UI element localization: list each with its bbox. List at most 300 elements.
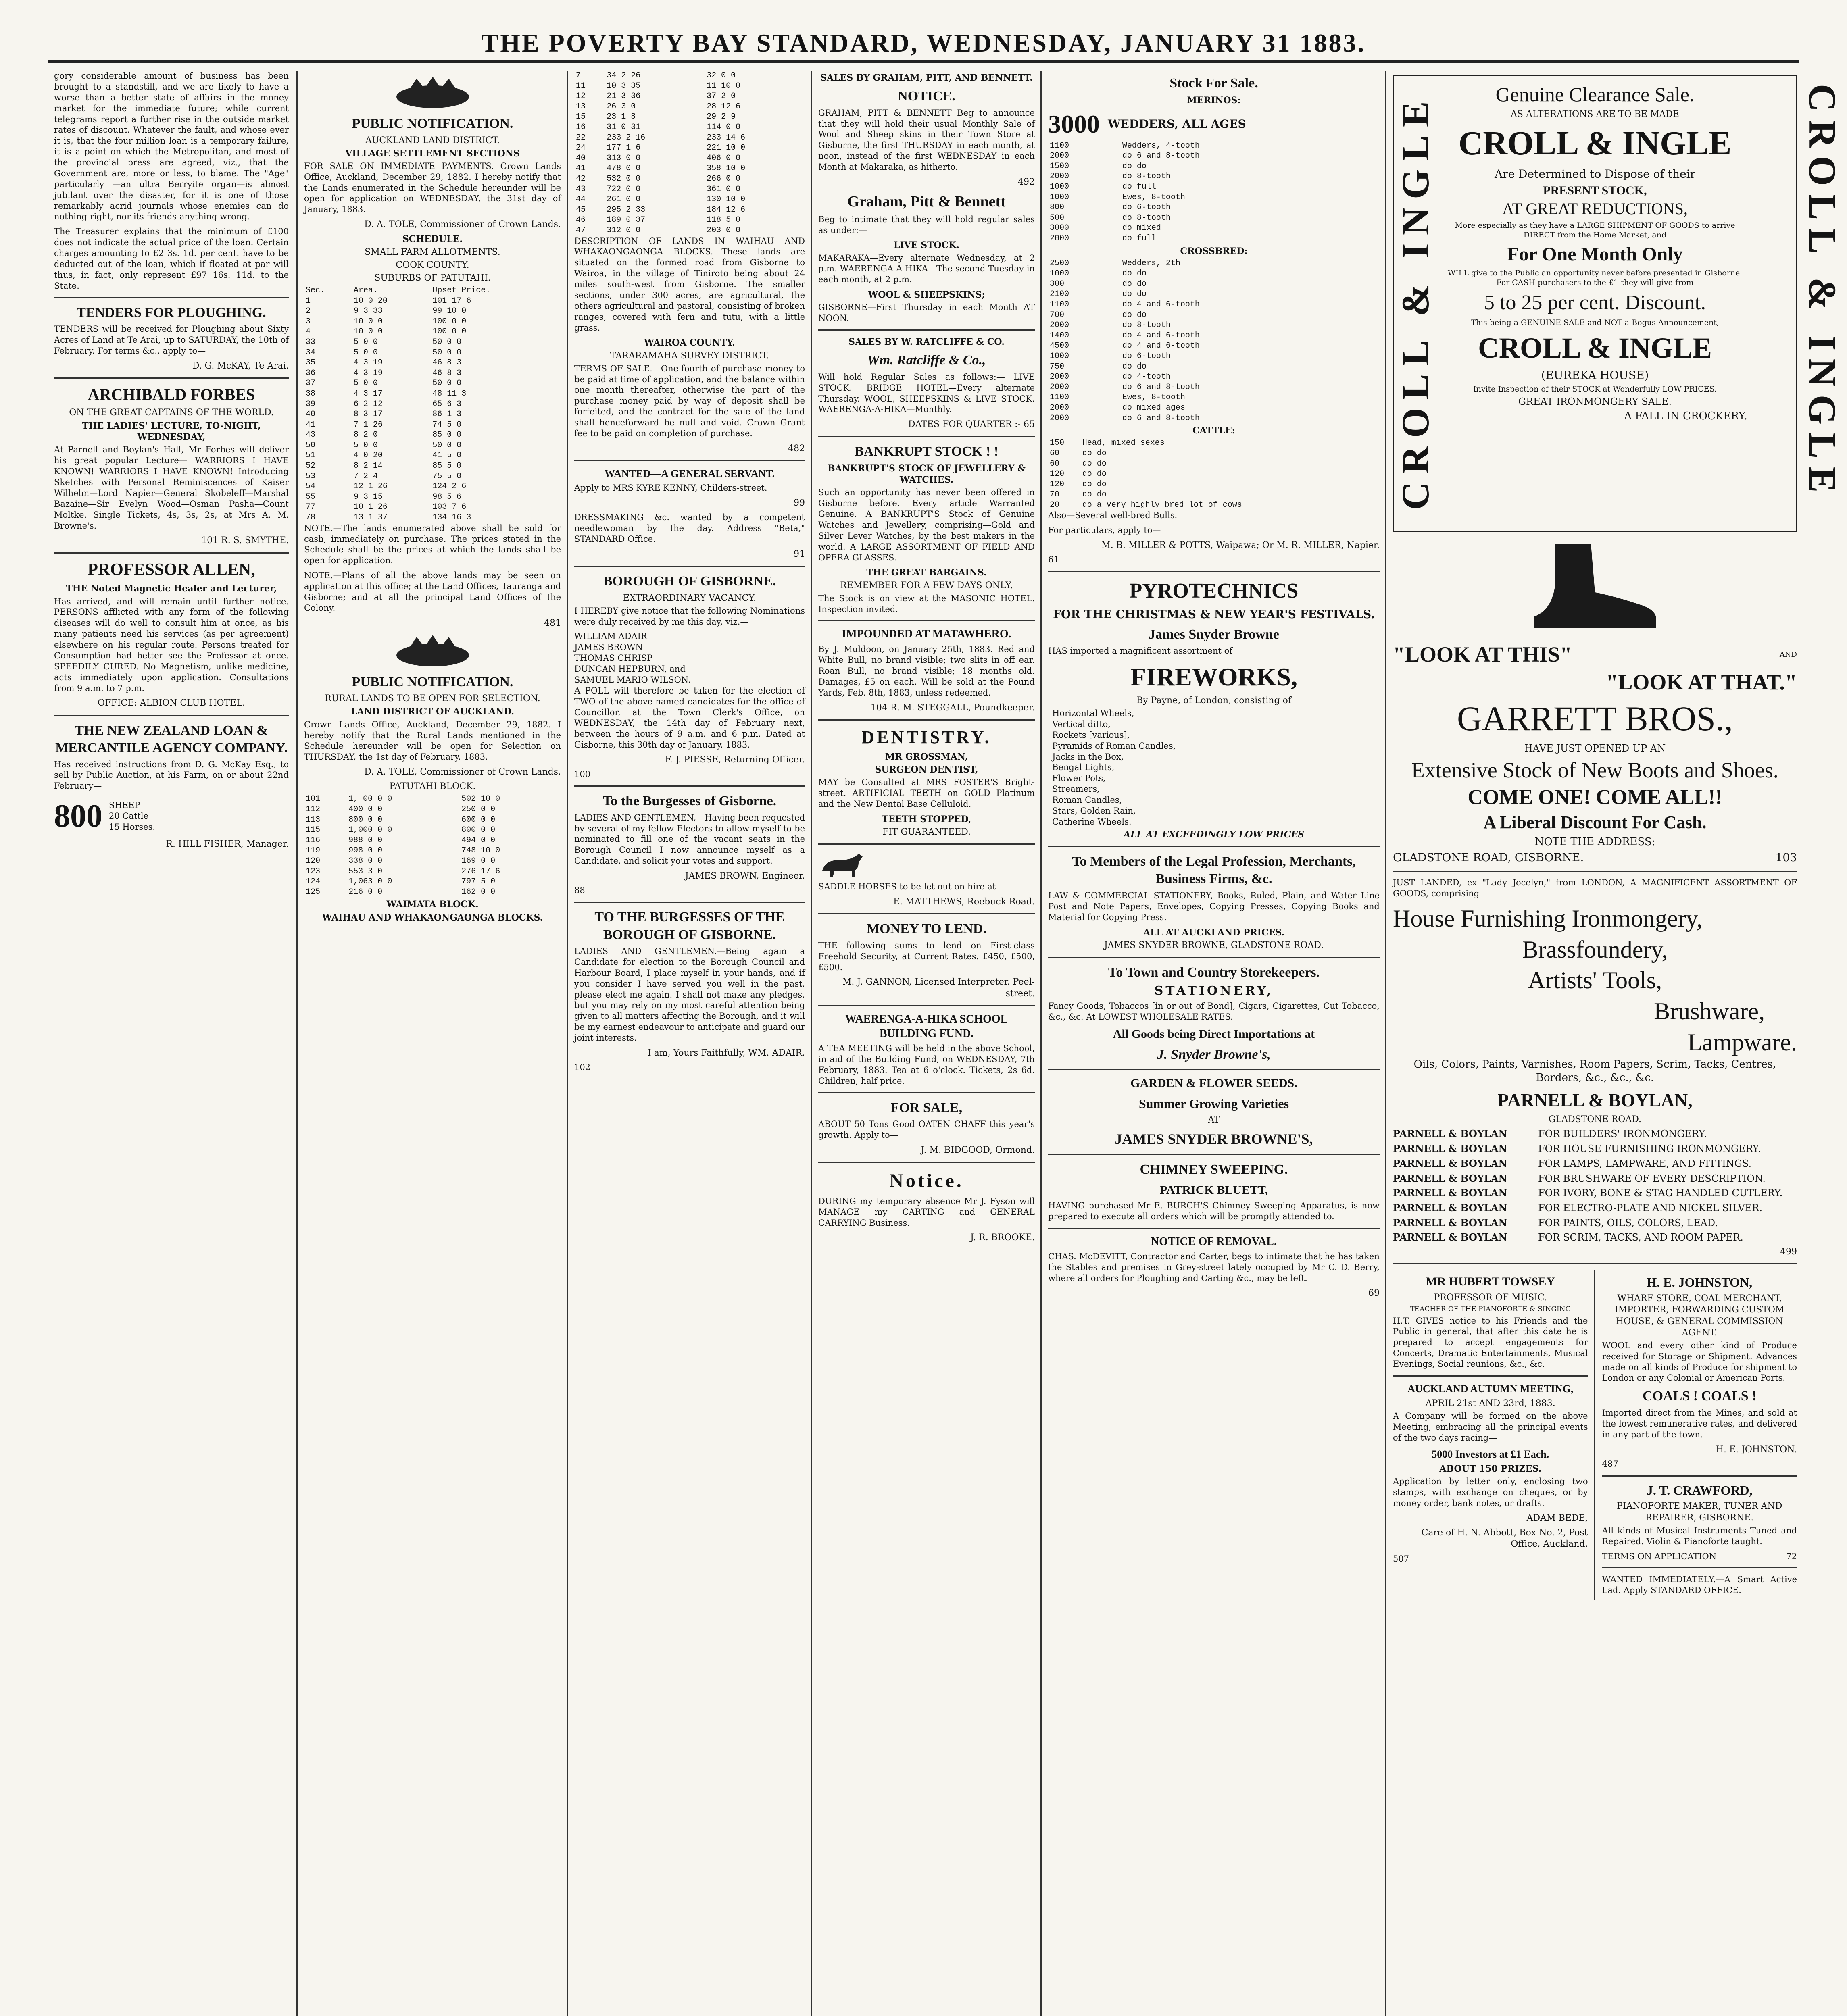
list-item [1393, 1187, 1797, 1200]
table-cell: 1100 [1050, 393, 1069, 402]
list-item: Vertical ditto, [1052, 719, 1111, 729]
list-item-firm: PARNELL & BOYLAN [1393, 1187, 1507, 1199]
ad-number: 91 [794, 549, 805, 559]
ad-subtitle: RURAL LANDS TO BE OPEN FOR SELECTION. [325, 694, 540, 704]
ad-title: JAMES SNYDER BROWNE'S, [1115, 1131, 1313, 1147]
table-cell: 2000 [1050, 413, 1069, 423]
list-item-label: FOR LAMPS, LAMPWARE, AND FITTINGS. [1538, 1158, 1752, 1169]
table-cell: 800 [1050, 203, 1065, 212]
ad-text: LADIES AND GENTLEMEN,—Having been requested by several of my fellow Electors to allow myself to be nominated to fill one of the vacant seats in the Borough Council I now announce myself as a Candidate, and solicit your votes and support. [574, 812, 805, 866]
table-cell: 60 [1050, 459, 1060, 469]
table-cell: 4500 [1050, 341, 1069, 351]
table-cell: 37 2 0 [707, 92, 736, 101]
ad-number: 492 [1018, 177, 1035, 187]
ad-text: WANTED IMMEDIATELY.—A Smart Active Lad. Apply STANDARD OFFICE. [1602, 1574, 1797, 1595]
table-row [574, 174, 805, 184]
ad-title: MR HUBERT TOWSEY [1426, 1275, 1555, 1289]
ad-title: ARCHIBALD FORBES [88, 385, 255, 404]
table-cell: 40 [576, 153, 586, 163]
ad-text: WOOL and every other kind of Produce received for Storage or Shipment. Advances made on all kinds of Produce for shipment to London or any Colonial or American Ports. [1602, 1340, 1797, 1383]
ad-number: 103 [1775, 851, 1797, 864]
table-cell: 46 8 3 [432, 358, 462, 368]
table-cell: 2000 [1050, 382, 1069, 392]
ad-title: J. Snyder Browne's, [1157, 1047, 1271, 1062]
ad-text: At Parnell and Boylan's Hall, Mr Forbes will deliver his great popular Lecture— WARRIORS I HAVE KNOWN! WARRIORS I HAVE KNOWN! Introducing Sketches with Personal Reminiscences of Kaiser Wilhelm—Lord Napier—General Skobeleff—Marshal Bazaine—Sir Evelyn Wood—Osman Pasha—Count Moltke. Single Tickets, 4s, 3s, 2s, at Mrs A. M. Browne's. [54, 445, 289, 531]
table-cell: do do [1082, 469, 1107, 479]
table-cell: 177 1 6 [607, 143, 641, 153]
table-cell: 2000 [1050, 403, 1069, 412]
table-row [1048, 233, 1380, 244]
list-item: Stars, Golden Rain, [1052, 806, 1136, 816]
table-row [304, 461, 561, 471]
list-item-firm: PARNELL & BOYLAN [1393, 1143, 1507, 1155]
table-cell: 150 [1050, 438, 1065, 448]
section-head: MERINOS: [1187, 95, 1241, 106]
table-cell: 300 [1050, 279, 1065, 289]
column-1 [48, 71, 294, 2016]
table-cell: 124 [306, 877, 321, 887]
table-cell: 85 0 0 [432, 430, 462, 440]
table-cell: 2100 [1050, 289, 1069, 299]
table-cell: 478 0 0 [607, 164, 641, 173]
table-cell: 1000 [1050, 352, 1069, 361]
ad-subtitle: GLADSTONE ROAD. [1548, 1114, 1642, 1125]
divider [1393, 871, 1797, 872]
table-row [1048, 161, 1380, 172]
table-cell: 2000 [1050, 172, 1069, 181]
divider [818, 436, 1035, 437]
section-head: COOK COUNTY. [396, 260, 469, 270]
column-rule [1385, 71, 1386, 2016]
table-cell: do do [1082, 490, 1107, 500]
section-head: TARARAMAHA SURVEY DISTRICT. [610, 350, 769, 361]
ad-title: James Snyder Browne [1149, 627, 1279, 642]
table-row [304, 399, 561, 410]
table-cell: 406 0 0 [707, 153, 741, 163]
ad-signature: D. A. TOLE, Commissioner of Crown Lands. [364, 219, 561, 230]
table-cell: 74 5 0 [432, 420, 462, 429]
table-cell: 10 0 0 [353, 317, 383, 326]
ad-subtitle: THE LADIES' LECTURE, TO-NIGHT, WEDNESDAY, [82, 421, 261, 443]
table-cell: do 6 and 8-tooth [1122, 151, 1200, 161]
table-cell: 221 10 0 [707, 143, 746, 153]
section-head: SMALL FARM ALLOTMENTS. [365, 247, 500, 257]
table-cell: 32 0 0 [707, 71, 736, 80]
ad-subtitle: AS ALTERATIONS ARE TO BE MADE [1511, 109, 1679, 119]
ad-text: Invite Inspection of their STOCK at Wonderfully LOW PRICES. [1473, 384, 1717, 394]
table-row [1048, 438, 1380, 448]
list-item [1393, 1217, 1797, 1229]
table-cell: 124 2 6 [432, 482, 467, 492]
divider [818, 1162, 1035, 1163]
column-rule [567, 71, 568, 2016]
table-cell: 43 [306, 430, 316, 440]
table-cell: do 4 and 6-tooth [1122, 341, 1200, 351]
table-cell: 4 3 17 [353, 389, 383, 398]
ad-title: Genuine Clearance Sale. [1495, 83, 1695, 106]
table-cell: 1,000 0 0 [348, 825, 392, 835]
table-cell: 40 [306, 410, 316, 419]
list-item: Roman Candles, [1052, 795, 1122, 805]
table-row [1048, 269, 1380, 279]
table-row [304, 471, 561, 482]
ad-title: Brushware, [1654, 998, 1765, 1025]
table-cell: 11 [576, 81, 586, 91]
table-cell: do 6 and 8-tooth [1122, 413, 1200, 423]
ad-signature: R. HILL FISHER, Manager. [166, 839, 289, 849]
ad-title: NOTICE OF REMOVAL. [1151, 1235, 1277, 1248]
column-rule [811, 71, 812, 2016]
section-head: LIVE STOCK. [894, 240, 959, 251]
table-row [304, 815, 561, 825]
list-item: Catherine Wheels. [1052, 816, 1132, 827]
table-cell: 7 [576, 71, 581, 80]
table-cell: 45 [576, 205, 586, 215]
table-cell: 125 [306, 887, 321, 897]
ad-signature: Care of H. N. Abbott, Box No. 2, Post Office, Auckland. [1421, 1528, 1588, 1549]
ad-subtitle: BANKRUPT'S STOCK OF JEWELLERY & WATCHES. [828, 463, 1026, 485]
table-cell: 120 [1050, 479, 1065, 489]
column-5 [1042, 71, 1385, 2016]
table-cell: 4 3 19 [353, 368, 383, 378]
ad-text: Will hold Regular Sales as follows:— LIVE STOCK. BRIDGE HOTEL—Every alternate Thursday. WOOL, SHEEPSKINS & LIVE STOCK. WAERENGA-A-HIKA—Monthly. [818, 372, 1035, 414]
table-cell: 266 0 0 [707, 174, 741, 183]
table-cell: do mixed [1122, 223, 1161, 233]
divider [1048, 1154, 1380, 1155]
divider [1048, 1228, 1380, 1229]
table-cell: do 6-tooth [1122, 352, 1171, 361]
table-row [304, 317, 561, 327]
table-cell: 494 0 0 [461, 835, 496, 845]
table-cell: 75 5 0 [432, 471, 462, 481]
ad-subtitle: REMEMBER FOR A FEW DAYS ONLY. [840, 580, 1013, 591]
list-item-firm: PARNELL & BOYLAN [1393, 1202, 1507, 1214]
ad-title: House Furnishing Ironmongery, [1393, 905, 1703, 932]
ad-text: ABOUT 50 Tons Good OATEN CHAFF this year's growth. Apply to— [818, 1119, 1035, 1140]
ad-text: JUST LANDED, ex "Lady Jocelyn," from LONDON, A MAGNIFICENT ASSORTMENT OF GOODS, comprising [1393, 878, 1797, 898]
ad-subtitle: Extensive Stock of New Boots and Shoes. [1411, 758, 1779, 783]
ad-text: CHAS. McDEVITT, Contractor and Carter, begs to intimate that he has taken the Stables and premises in Grey-street lately occupied by Mr C. D. Berry, where all orders for Ploughing and Carting &c., may be left. [1048, 1252, 1380, 1283]
table-cell: 8 2 14 [353, 461, 383, 471]
list-item-label: FOR SCRIM, TACKS, AND ROOM PAPER. [1538, 1232, 1743, 1243]
list-item: SAMUEL MARIO WILSON. [574, 675, 691, 685]
table-cell: do do [1082, 448, 1107, 458]
table-cell: 35 [306, 358, 316, 368]
ad-title: Brassfoundery, [1522, 936, 1668, 963]
table-cell: 189 0 37 [607, 215, 646, 225]
ad-text: MAKARAKA—Every alternate Wednesday, at 2 p.m. WAERENGA-A-HIKA—The second Tuesday in each month, at 2 p.m. [818, 253, 1035, 285]
table-cell: Head, mixed sexes [1082, 438, 1165, 448]
ad-title: Summer Growing Varieties [1138, 1096, 1289, 1111]
ad-big-number: 3000 [1048, 109, 1100, 138]
table-header: Area. [353, 285, 378, 295]
list-item: Flower Pots, [1052, 773, 1106, 783]
table-cell: do do [1082, 459, 1107, 469]
ad-subtitle: By Payne, of London, consisting of [1136, 695, 1291, 706]
divider [574, 785, 805, 787]
table-row [1048, 413, 1380, 424]
table-cell: 24 [576, 143, 586, 153]
list-item [1393, 1231, 1797, 1244]
list-item-label: FOR HOUSE FURNISHING IRONMONGERY. [1538, 1143, 1761, 1155]
article-text: gory considerable amount of business has been brought to a standstill, and we are likely to have a worse than a better state of affairs in the money market for the immediate future; while current telegrams report a further rise in the outside market rates of discount. Whatever the fault, and whose ever it is, that the four million loan is a temporary failure, it is a point on which the Metropolitan, and most of the provincial press are agreed, viz., that the Government are, more or less, to blame. The "Age" particularly —an ultra Berryite organ—is almost jubilant over the disaster, for it is one of those remarkably acrid journals whose enemies can do nothing right, nor its friends anything wrong. [54, 71, 289, 222]
column-3 [569, 71, 811, 2016]
ad-title: Stock For Sale. [1169, 76, 1258, 91]
fireworks-list [1048, 708, 1380, 827]
table-row [1048, 279, 1380, 289]
divider [574, 566, 805, 567]
croll-ingle-ad [1393, 75, 1844, 532]
ad-title: THE NEW ZEALAND LOAN & MERCANTILE AGENCY COMPANY. [55, 723, 288, 756]
table-cell: 38 [306, 389, 316, 398]
ad-text: The Stock is on view at the MASONIC HOTEL. Inspection invited. [818, 593, 1035, 614]
table-cell: 250 0 0 [461, 805, 496, 814]
table-row [1048, 320, 1380, 331]
ad-signature: M. B. MILLER & POTTS, Waipawa; Or M. R. MILLER, Napier. [1101, 540, 1380, 551]
ad-number: 487 [1602, 1459, 1618, 1469]
ad-subtitle: THE GREAT BARGAINS. [866, 567, 987, 578]
table-cell: 42 [576, 174, 586, 183]
ad-signature: H. E. JOHNSTON. [1716, 1444, 1797, 1455]
ad-text: GRAHAM, PITT & BENNETT Beg to announce that they will hold their usual Monthly Sale of Wool and Sheep skins in their Town Store at Gisborne, the first THURSDAY in each month, at noon, instead of the first WEDNESDAY in each Month at Makaraka, as hitherto. [818, 108, 1035, 172]
table-cell: 10 0 20 [353, 296, 388, 306]
ad-title: FOR SALE, [890, 1100, 963, 1115]
table-cell: Ewes, 8-tooth [1122, 192, 1185, 202]
ad-title: PROFESSOR ALLEN, [88, 560, 255, 579]
table-cell: 41 [576, 164, 586, 173]
ad-text: I HEREBY give notice that the following Nominations were duly received by me this day, viz.— [574, 606, 805, 627]
table-row [574, 112, 805, 122]
table-cell: 98 5 6 [432, 492, 462, 502]
table-cell: 1100 [1050, 300, 1069, 310]
table-row [304, 389, 561, 399]
ad-text: H.T. GIVES notice to his Friends and the Public in general, that after this date he is prepared to accept engagements for Concerts, Dramatic Entertainments, Musical Evenings, Social reunions, &c., &c. [1393, 1316, 1588, 1369]
table-cell: do 8-tooth [1122, 321, 1171, 330]
table-cell: 99 10 0 [432, 306, 467, 316]
table-cell: 722 0 0 [607, 184, 641, 194]
ad-title: All Goods being Direct Importations at [1113, 1027, 1315, 1041]
table-cell: 988 0 0 [348, 835, 383, 845]
table-cell: 5 0 0 [353, 348, 378, 357]
table-cell: 115 [306, 825, 321, 835]
list-item-firm: PARNELL & BOYLAN [1393, 1216, 1507, 1229]
table-row [304, 368, 561, 379]
divider [818, 1092, 1035, 1093]
ad-subtitle: ON THE GREAT CAPTAINS OF THE WORLD. [69, 407, 274, 418]
table-cell: 553 3 0 [348, 866, 383, 876]
table-cell: 43 [576, 184, 586, 194]
ad-text: Oils, Colors, Paints, Varnishes, Room Papers, Scrim, Tacks, Centres, Borders, &c., &c., &c. [1413, 1058, 1776, 1084]
ad-signature: D. A. TOLE, Commissioner of Crown Lands. [364, 767, 561, 777]
table-cell: 12 1 26 [353, 482, 388, 492]
table-cell: do full [1122, 233, 1156, 243]
masthead-rule [48, 60, 1799, 63]
table-row [1048, 372, 1380, 382]
ad-text: Has arrived, and will remain until further notice. PERSONS afflicted with any form of the following diseases will do well to consult him at once, as his many patients need his services (as per agreement) elsewhere on his regular route. Persons treated for Consumption had better see the Professor at once. SPEEDILY CURED. No Magnetism, unlike medicine, acts immediately upon application. Consultations from 9 a.m. to 7 p.m. [54, 596, 289, 693]
divider [818, 719, 1035, 721]
ad-subtitle: TEETH STOPPED, [882, 814, 971, 825]
table-cell: 120 [306, 856, 321, 866]
table-row [304, 866, 561, 877]
table-cell: 50 [306, 440, 316, 450]
table-row [304, 502, 561, 512]
ad-big-text: GARRETT BROS., [1457, 699, 1733, 738]
boot-icon [1526, 540, 1664, 633]
table-cell: 118 5 0 [707, 215, 741, 225]
article-text: The Treasurer explains that the minimum of £100 does not indicate the actual price of the loan. Certain charges amounting to £2 3s. 1d. per cent. have to be deducted out of the loan, which if floated at par will thus, in fact, only represent £97 16s. 11d. to the State. [54, 227, 289, 291]
table-cell: 46 [576, 215, 586, 225]
ad-title: GARDEN & FLOWER SEEDS. [1130, 1077, 1297, 1090]
table-row [304, 450, 561, 461]
table-row [574, 153, 805, 164]
table-cell: 100 0 0 [432, 317, 467, 326]
table-cell: do 8-tooth [1122, 172, 1171, 181]
ad-text: FOR SALE ON IMMEDIATE PAYMENTS. Crown Lands Office, Auckland, December 29, 1882. I hereby notify that the Lands enumerated in the Schedule hereunder will be open for application on WEDNESDAY, the 31st day of January, 1883. [304, 161, 561, 215]
table-cell: 10 3 35 [607, 81, 641, 91]
table-row [1048, 331, 1380, 341]
ad-number: 100 [574, 769, 591, 779]
table-cell: 361 0 0 [707, 184, 741, 194]
table-cell: do do [1122, 269, 1147, 279]
table-cell: 16 [576, 122, 586, 132]
table-cell: 3 [306, 317, 311, 326]
table-cell: 358 10 0 [707, 164, 746, 173]
table-cell: 5 0 0 [353, 337, 378, 347]
ad-number: 102 [574, 1062, 591, 1073]
table-row [1048, 469, 1380, 479]
ad-title: CHIMNEY SWEEPING. [1140, 1162, 1288, 1177]
ad-subtitle: THE Noted Magnetic Healer and Lecturer, [66, 583, 277, 594]
table-row [1048, 141, 1380, 151]
table-cell: 1100 [1050, 141, 1069, 150]
table-cell: 119 [306, 846, 321, 856]
list-item [1393, 1143, 1797, 1155]
table-cell: 5 0 0 [353, 440, 378, 450]
table-cell: 233 2 16 [607, 133, 646, 142]
section-head: WOOL & SHEEPSKINS; [868, 289, 985, 300]
table-cell: 34 2 26 [607, 71, 641, 80]
table-row [304, 306, 561, 317]
ad-subtitle: TERMS ON APPLICATION [1602, 1551, 1717, 1561]
divider [1048, 846, 1380, 847]
table-cell: 6 2 12 [353, 399, 383, 409]
table-cell: 8 2 0 [353, 430, 378, 440]
ad-number: 99 [794, 498, 805, 508]
stock-table [1048, 258, 1380, 424]
divider [1048, 957, 1380, 958]
ad-subtitle: (EUREKA HOUSE) [1541, 368, 1649, 382]
table-cell: 100 0 0 [432, 327, 467, 337]
table-cell: 37 [306, 379, 316, 388]
table-cell: 77 [306, 502, 316, 512]
table-row [304, 846, 561, 856]
ad-text: NOTE.—Plans of all the above lands may be seen on application at this office; at the Land Offices, Tauranga and Gisborne; and at all the principal Land Offices of the Colony. [304, 571, 561, 613]
table-row [574, 205, 805, 215]
stock-table [1048, 141, 1380, 244]
ad-signature: D. G. McKAY, Te Arai. [192, 360, 289, 371]
table-cell: Ewes, 8-tooth [1122, 393, 1185, 402]
table-cell: 44 [576, 195, 586, 204]
table-cell: do do [1122, 289, 1147, 299]
table-cell: 20 [1050, 500, 1060, 510]
ad-text: DESCRIPTION OF LANDS IN WAIHAU AND WHAKAONGAONGA BLOCKS.—These lands are situated on the formed road from Gisborne to Wairoa, in the village of Tiniroto being about 24 miles south-west from Gisborne. The smaller sections, under 300 acres, are agricultural, the others agricultural and pastoral, consisting of broken ranges, covered with fern and tutu, with a little grass. [574, 236, 805, 333]
list-item [1393, 1202, 1797, 1214]
ad-number: 72 [1786, 1551, 1797, 1561]
table-row [304, 856, 561, 866]
table-cell: 1400 [1050, 331, 1069, 340]
ad-text: A POLL will therefore be taken for the election of TWO of the above-named candidates for the office of Councillor, at the Town Clerk's Office, on WEDNESDAY, the 14th day of February next, between the hours of 9 a.m. and 6 p.m. Dated at Gisborne, this 30th day of January, 1883. [574, 685, 805, 750]
divider [818, 913, 1035, 914]
ad-number: 61 [1048, 555, 1059, 565]
table-row [304, 430, 561, 440]
ad-subtitle: PRESENT STOCK, [1543, 183, 1647, 197]
section-head: SALES BY GRAHAM, PITT, AND BENNETT. [820, 73, 1033, 83]
table-cell: 50 0 0 [432, 348, 462, 357]
table-row [304, 348, 561, 358]
horse-icon [818, 850, 867, 879]
column-2 [298, 71, 567, 2016]
ad-subtitle: A Liberal Discount For Cash. [1483, 812, 1707, 832]
ad-title: Graham, Pitt & Bennett [847, 193, 1006, 210]
ad-subtitle: GLADSTONE ROAD, GISBORNE. [1393, 851, 1584, 864]
table-cell: 21 3 36 [607, 92, 641, 101]
ad-title: COALS ! COALS ! [1643, 1389, 1757, 1404]
table-cell: 1000 [1050, 269, 1069, 279]
section-head: CROSSBRED: [1180, 246, 1248, 256]
table-row [1048, 151, 1380, 161]
list-item-label: FOR BRUSHWARE OF EVERY DESCRIPTION. [1538, 1173, 1766, 1184]
divider [818, 1005, 1035, 1006]
ad-text: Has received instructions from D. G. McKay Esq., to sell by Public Auction, at his Farm, on or about 22nd February— [54, 759, 289, 791]
ad-big-text: CROLL & INGLE [1478, 331, 1712, 364]
table-row [1048, 351, 1380, 362]
table-row [1048, 479, 1380, 490]
section-head: WAIMATA BLOCK. [386, 899, 479, 910]
table-cell: 23 1 8 [607, 112, 636, 122]
list-item: Jacks in the Box, [1052, 752, 1124, 762]
table-cell: 28 12 6 [707, 102, 741, 111]
table-cell: do do [1122, 310, 1147, 320]
table-cell: do 4 and 6-tooth [1122, 331, 1200, 340]
table-row [304, 337, 561, 348]
table-cell: 47 [576, 225, 586, 235]
table-row [304, 481, 561, 492]
ad-text: HAS imported a magnificent assortment of [1048, 646, 1233, 656]
table-cell: 13 [576, 102, 586, 111]
table-row [1048, 392, 1380, 403]
list-item: 20 Cattle [109, 811, 149, 821]
ad-subtitle: TEACHER OF THE PIANOFORTE & SINGING [1410, 1305, 1571, 1313]
table-cell: 50 0 0 [432, 337, 462, 347]
ad-signature: J. M. BIDGOOD, Ormond. [921, 1145, 1035, 1156]
ad-title: PATRICK BLUETT, [1159, 1183, 1268, 1197]
table-row [574, 71, 805, 81]
table-cell: 1000 [1050, 182, 1069, 192]
table-row [304, 296, 561, 306]
list-item [1393, 1173, 1797, 1185]
ad-subtitle: OFFICE: ALBION CLUB HOTEL. [98, 698, 245, 708]
list-item: Rockets [various], [1052, 730, 1130, 740]
table-cell: 33 [306, 337, 316, 347]
table-cell: 60 [1050, 448, 1060, 458]
list-item: WILLIAM ADAIR [574, 631, 647, 641]
table-cell: do 6-tooth [1122, 203, 1171, 212]
table-cell: 26 3 0 [607, 102, 636, 111]
table-cell: 998 0 0 [348, 846, 383, 856]
ad-text: By J. Muldoon, on January 25th, 1883. Red and White Bull, no brand visible; two slits in off ear. Roan Bull, no brand visible; 18 months old. Damages, £5 on each. Will be sold at the Pound Yards, Feb. 8th, 1883, unless redeemed. [818, 644, 1035, 698]
ad-subtitle: EXTRAORDINARY VACANCY. [623, 593, 757, 603]
ad-number: 481 [544, 618, 561, 628]
